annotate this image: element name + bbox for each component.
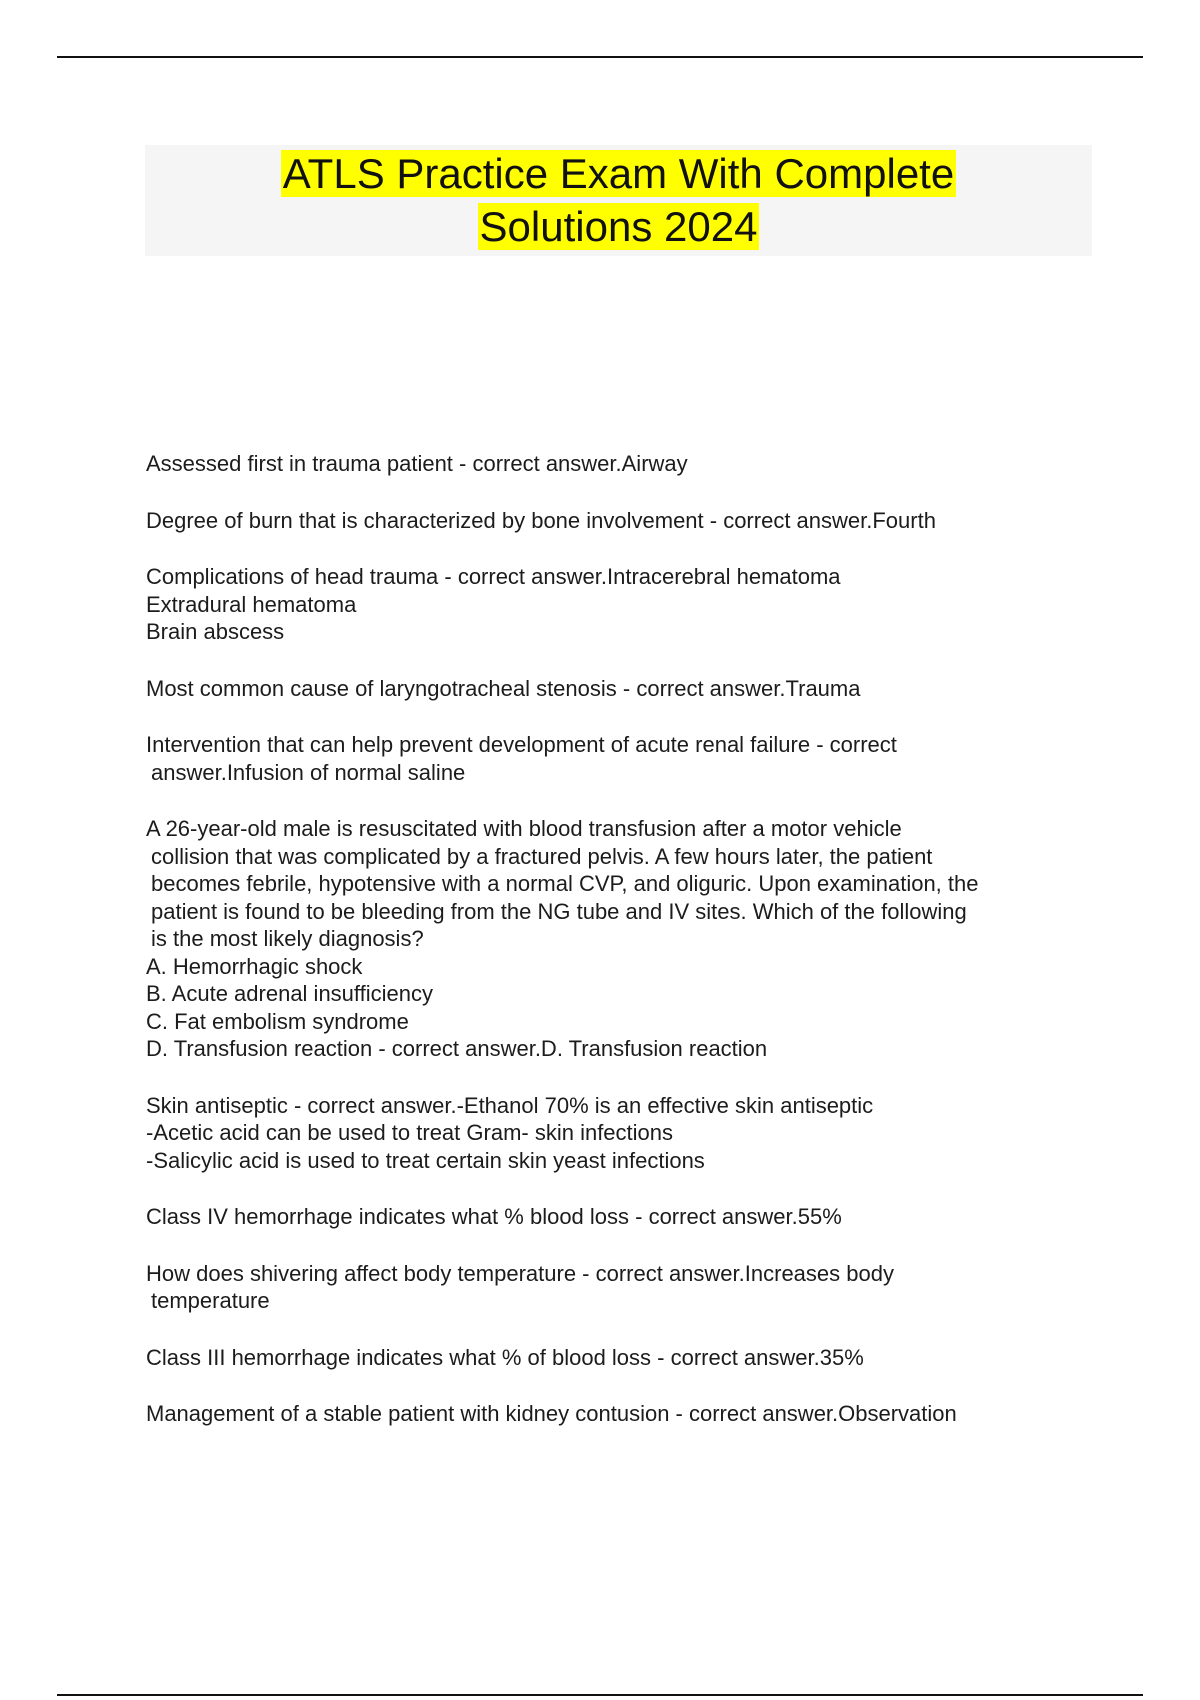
qa-item	[146, 731, 1096, 786]
qa-item	[146, 1092, 1096, 1175]
qa-item	[146, 815, 1096, 1063]
qa-option: D. Transfusion reaction - correct answer.D. Transfusion reaction	[146, 1036, 768, 1061]
qa-line: Complications of head trauma - correct answer.Intracerebral hematoma	[146, 564, 841, 589]
qa-item	[146, 1260, 1096, 1315]
qa-item	[146, 563, 1096, 646]
qa-line: How does shivering affect body temperature - correct answer.Increases body	[146, 1260, 894, 1286]
qa-line: Assessed first in trauma patient - correct answer.Airway	[146, 451, 688, 476]
title-text-2: Solutions 2024	[479, 203, 758, 250]
qa-item	[146, 1203, 1096, 1231]
qa-item	[146, 1344, 1096, 1372]
qa-option: A. Hemorrhagic shock	[146, 953, 363, 979]
top-rule	[57, 56, 1143, 58]
qa-line: -Acetic acid can be used to treat Gram- skin infections	[146, 1120, 674, 1145]
qa-line: answer.Infusion of normal saline	[151, 759, 466, 785]
question-list	[146, 450, 1096, 1457]
qa-item	[146, 675, 1096, 703]
qa-line: A 26-year-old male is resuscitated with blood transfusion after a motor vehicle	[146, 816, 902, 841]
qa-option: C. Fat embolism syndrome	[146, 1008, 409, 1034]
qa-line: Degree of burn that is characterized by bone involvement - correct answer.Fourth	[146, 507, 936, 533]
qa-line: Extradural hematoma	[146, 591, 357, 617]
qa-line: is the most likely diagnosis?	[151, 926, 424, 951]
qa-line: -Salicylic acid is used to treat certain skin yeast infections	[146, 1147, 705, 1173]
qa-line: Management of a stable patient with kidney contusion - correct answer.Observation	[146, 1401, 957, 1426]
qa-line: Intervention that can help prevent development of acute renal failure - correct	[146, 732, 897, 757]
title-line-2	[145, 200, 1092, 253]
qa-line: Skin antiseptic - correct answer.-Ethanol 70% is an effective skin antiseptic	[146, 1092, 874, 1118]
qa-line: patient is found to be bleeding from the NG tube and IV sites. Which of the following	[151, 898, 967, 924]
qa-item	[146, 507, 1096, 535]
title-line-1	[145, 147, 1092, 200]
title-block	[145, 145, 1092, 256]
qa-line: collision that was complicated by a fractured pelvis. A few hours later, the patient	[151, 843, 933, 869]
qa-line: Brain abscess	[146, 619, 285, 644]
qa-line: Most common cause of laryngotracheal stenosis - correct answer.Trauma	[146, 675, 861, 701]
title-text-1: ATLS Practice Exam With Complete	[282, 150, 955, 197]
qa-line: Class III hemorrhage indicates what % of blood loss - correct answer.35%	[146, 1344, 864, 1370]
qa-line: temperature	[151, 1288, 270, 1313]
qa-line: becomes febrile, hypotensive with a normal CVP, and oliguric. Upon examination, the	[151, 871, 979, 896]
qa-option: B. Acute adrenal insufficiency	[146, 981, 433, 1006]
qa-item	[146, 1400, 1096, 1428]
qa-line: Class IV hemorrhage indicates what % blood loss - correct answer.55%	[146, 1204, 842, 1229]
bottom-rule	[57, 1694, 1143, 1696]
qa-item	[146, 450, 1096, 478]
